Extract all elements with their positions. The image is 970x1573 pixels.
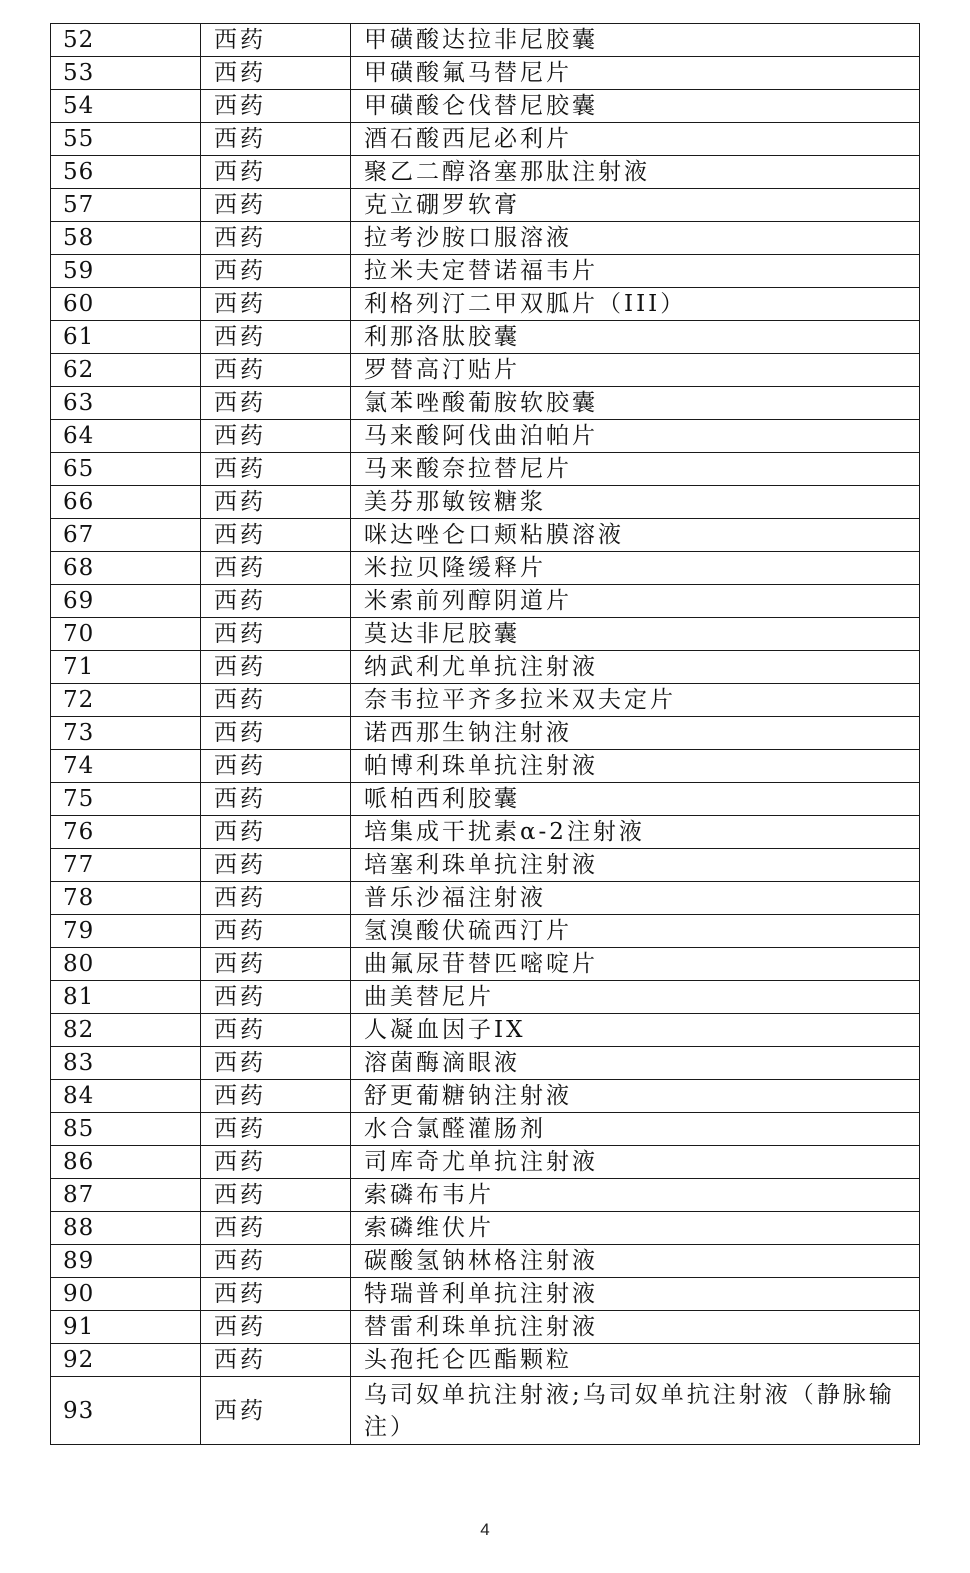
- category-cell: 西药: [201, 420, 351, 453]
- row-number-cell: 54: [51, 90, 201, 123]
- drug-name-cell: 溶菌酶滴眼液: [351, 1047, 920, 1080]
- category-cell: 西药: [201, 1014, 351, 1047]
- category-cell: 西药: [201, 882, 351, 915]
- category-cell: 西药: [201, 981, 351, 1014]
- drug-name-cell: 曲美替尼片: [351, 981, 920, 1014]
- drug-name-cell: 利格列汀二甲双胍片（III）: [351, 288, 920, 321]
- drug-name-cell: 克立硼罗软膏: [351, 189, 920, 222]
- row-number-cell: 70: [51, 618, 201, 651]
- row-number-cell: 83: [51, 1047, 201, 1080]
- row-number-cell: 71: [51, 651, 201, 684]
- category-cell: 西药: [201, 156, 351, 189]
- drug-name-cell: 索磷布韦片: [351, 1179, 920, 1212]
- table-row: [51, 1146, 920, 1179]
- drug-name-cell: 甲磺酸达拉非尼胶囊: [351, 24, 920, 57]
- row-number-cell: 59: [51, 255, 201, 288]
- table-row: [51, 1113, 920, 1146]
- drug-name-cell: 替雷利珠单抗注射液: [351, 1311, 920, 1344]
- category-cell: 西药: [201, 222, 351, 255]
- drug-name-cell: 水合氯醛灌肠剂: [351, 1113, 920, 1146]
- category-cell: 西药: [201, 915, 351, 948]
- drug-name-cell: 培集成干扰素α-2注射液: [351, 816, 920, 849]
- table-row: [51, 453, 920, 486]
- category-cell: 西药: [201, 57, 351, 90]
- table-row: [51, 486, 920, 519]
- category-cell: 西药: [201, 717, 351, 750]
- drug-name-cell: 美芬那敏铵糖浆: [351, 486, 920, 519]
- category-cell: 西药: [201, 1146, 351, 1179]
- row-number-cell: 92: [51, 1344, 201, 1377]
- drug-name-cell: 司库奇尤单抗注射液: [351, 1146, 920, 1179]
- category-cell: 西药: [201, 783, 351, 816]
- table-row: [51, 717, 920, 750]
- table-row: [51, 387, 920, 420]
- drug-name-cell: 米索前列醇阴道片: [351, 585, 920, 618]
- row-number-cell: 76: [51, 816, 201, 849]
- table-row: [51, 222, 920, 255]
- row-number-cell: 84: [51, 1080, 201, 1113]
- category-cell: 西药: [201, 387, 351, 420]
- row-number-cell: 55: [51, 123, 201, 156]
- category-cell: 西药: [201, 1311, 351, 1344]
- drug-name-cell: 纳武利尤单抗注射液: [351, 651, 920, 684]
- category-cell: 西药: [201, 618, 351, 651]
- row-number-cell: 75: [51, 783, 201, 816]
- row-number-cell: 74: [51, 750, 201, 783]
- table-row: [51, 519, 920, 552]
- row-number-cell: 66: [51, 486, 201, 519]
- drug-name-cell: 曲氟尿苷替匹嘧啶片: [351, 948, 920, 981]
- drug-name-cell: 马来酸阿伐曲泊帕片: [351, 420, 920, 453]
- row-number-cell: 87: [51, 1179, 201, 1212]
- drug-name-cell: 咪达唑仑口颊粘膜溶液: [351, 519, 920, 552]
- category-cell: 西药: [201, 816, 351, 849]
- drug-name-cell: 奈韦拉平齐多拉米双夫定片: [351, 684, 920, 717]
- table-row: [51, 1245, 920, 1278]
- drug-name-cell: 帕博利珠单抗注射液: [351, 750, 920, 783]
- row-number-cell: 58: [51, 222, 201, 255]
- table-row: [51, 1278, 920, 1311]
- drug-name-cell: 米拉贝隆缓释片: [351, 552, 920, 585]
- table-row: [51, 1047, 920, 1080]
- table-row: [51, 783, 920, 816]
- category-cell: 西药: [201, 1278, 351, 1311]
- row-number-cell: 81: [51, 981, 201, 1014]
- row-number-cell: 72: [51, 684, 201, 717]
- table-row: [51, 552, 920, 585]
- drug-name-cell: 马来酸奈拉替尼片: [351, 453, 920, 486]
- drug-name-cell: 哌柏西利胶囊: [351, 783, 920, 816]
- row-number-cell: 60: [51, 288, 201, 321]
- drug-name-cell: 氢溴酸伏硫西汀片: [351, 915, 920, 948]
- drug-list-table: [50, 23, 920, 1445]
- table-row: [51, 321, 920, 354]
- table-row: [51, 189, 920, 222]
- category-cell: 西药: [201, 90, 351, 123]
- drug-name-cell: 索磷维伏片: [351, 1212, 920, 1245]
- category-cell: 西药: [201, 585, 351, 618]
- row-number-cell: 80: [51, 948, 201, 981]
- row-number-cell: 86: [51, 1146, 201, 1179]
- row-number-cell: 53: [51, 57, 201, 90]
- drug-name-cell: 拉米夫定替诺福韦片: [351, 255, 920, 288]
- drug-name-cell: 甲磺酸仑伐替尼胶囊: [351, 90, 920, 123]
- table-row: [51, 585, 920, 618]
- category-cell: 西药: [201, 684, 351, 717]
- drug-name-cell: 特瑞普利单抗注射液: [351, 1278, 920, 1311]
- row-number-cell: 93: [51, 1377, 201, 1445]
- drug-name-cell: 拉考沙胺口服溶液: [351, 222, 920, 255]
- table-row: [51, 1212, 920, 1245]
- row-number-cell: 91: [51, 1311, 201, 1344]
- category-cell: 西药: [201, 486, 351, 519]
- row-number-cell: 62: [51, 354, 201, 387]
- row-number-cell: 82: [51, 1014, 201, 1047]
- category-cell: 西药: [201, 1080, 351, 1113]
- category-cell: 西药: [201, 1113, 351, 1146]
- table-row: [51, 1344, 920, 1377]
- table-row: [51, 1311, 920, 1344]
- drug-name-cell: 莫达非尼胶囊: [351, 618, 920, 651]
- category-cell: 西药: [201, 189, 351, 222]
- table-row: [51, 255, 920, 288]
- drug-name-cell: 普乐沙福注射液: [351, 882, 920, 915]
- row-number-cell: 85: [51, 1113, 201, 1146]
- table-row: [51, 57, 920, 90]
- table-row: [51, 651, 920, 684]
- drug-name-cell: 氯苯唑酸葡胺软胶囊: [351, 387, 920, 420]
- page-number: 4: [480, 1520, 490, 1539]
- category-cell: 西药: [201, 354, 351, 387]
- drug-name-cell: 培塞利珠单抗注射液: [351, 849, 920, 882]
- drug-name-cell: 乌司奴单抗注射液;乌司奴单抗注射液（静脉输注）: [351, 1377, 920, 1445]
- table-row: [51, 123, 920, 156]
- drug-name-cell: 诺西那生钠注射液: [351, 717, 920, 750]
- table-row: [51, 816, 920, 849]
- table-row: [51, 1080, 920, 1113]
- row-number-cell: 52: [51, 24, 201, 57]
- row-number-cell: 56: [51, 156, 201, 189]
- drug-name-cell: 头孢托仑匹酯颗粒: [351, 1344, 920, 1377]
- row-number-cell: 57: [51, 189, 201, 222]
- category-cell: 西药: [201, 519, 351, 552]
- category-cell: 西药: [201, 849, 351, 882]
- category-cell: 西药: [201, 750, 351, 783]
- table-row: [51, 915, 920, 948]
- table-row: [51, 24, 920, 57]
- table-row: [51, 684, 920, 717]
- table-row: [51, 882, 920, 915]
- table-row: [51, 354, 920, 387]
- table-body: [51, 24, 920, 1445]
- row-number-cell: 63: [51, 387, 201, 420]
- table-row: [51, 618, 920, 651]
- category-cell: 西药: [201, 1047, 351, 1080]
- table-row: [51, 750, 920, 783]
- row-number-cell: 65: [51, 453, 201, 486]
- drug-name-cell: 人凝血因子IX: [351, 1014, 920, 1047]
- drug-name-cell: 甲磺酸氟马替尼片: [351, 57, 920, 90]
- table-row: [51, 288, 920, 321]
- row-number-cell: 69: [51, 585, 201, 618]
- category-cell: 西药: [201, 651, 351, 684]
- category-cell: 西药: [201, 288, 351, 321]
- row-number-cell: 64: [51, 420, 201, 453]
- row-number-cell: 61: [51, 321, 201, 354]
- row-number-cell: 78: [51, 882, 201, 915]
- category-cell: 西药: [201, 1212, 351, 1245]
- row-number-cell: 90: [51, 1278, 201, 1311]
- table-row: [51, 981, 920, 1014]
- category-cell: 西药: [201, 123, 351, 156]
- drug-name-cell: 罗替高汀贴片: [351, 354, 920, 387]
- category-cell: 西药: [201, 24, 351, 57]
- category-cell: 西药: [201, 453, 351, 486]
- row-number-cell: 77: [51, 849, 201, 882]
- table-row: [51, 420, 920, 453]
- drug-name-cell: 碳酸氢钠林格注射液: [351, 1245, 920, 1278]
- table-row: [51, 849, 920, 882]
- category-cell: 西药: [201, 948, 351, 981]
- table-row: [51, 1014, 920, 1047]
- table-row: [51, 948, 920, 981]
- drug-name-cell: 舒更葡糖钠注射液: [351, 1080, 920, 1113]
- row-number-cell: 89: [51, 1245, 201, 1278]
- category-cell: 西药: [201, 552, 351, 585]
- row-number-cell: 73: [51, 717, 201, 750]
- row-number-cell: 79: [51, 915, 201, 948]
- row-number-cell: 67: [51, 519, 201, 552]
- category-cell: 西药: [201, 321, 351, 354]
- row-number-cell: 68: [51, 552, 201, 585]
- drug-name-cell: 酒石酸西尼必利片: [351, 123, 920, 156]
- category-cell: 西药: [201, 1179, 351, 1212]
- category-cell: 西药: [201, 1344, 351, 1377]
- table-row: [51, 90, 920, 123]
- category-cell: 西药: [201, 1245, 351, 1278]
- table-row: [51, 156, 920, 189]
- table-row: [51, 1377, 920, 1445]
- drug-name-cell: 聚乙二醇洛塞那肽注射液: [351, 156, 920, 189]
- category-cell: 西药: [201, 1377, 351, 1445]
- row-number-cell: 88: [51, 1212, 201, 1245]
- table-row: [51, 1179, 920, 1212]
- drug-name-cell: 利那洛肽胶囊: [351, 321, 920, 354]
- category-cell: 西药: [201, 255, 351, 288]
